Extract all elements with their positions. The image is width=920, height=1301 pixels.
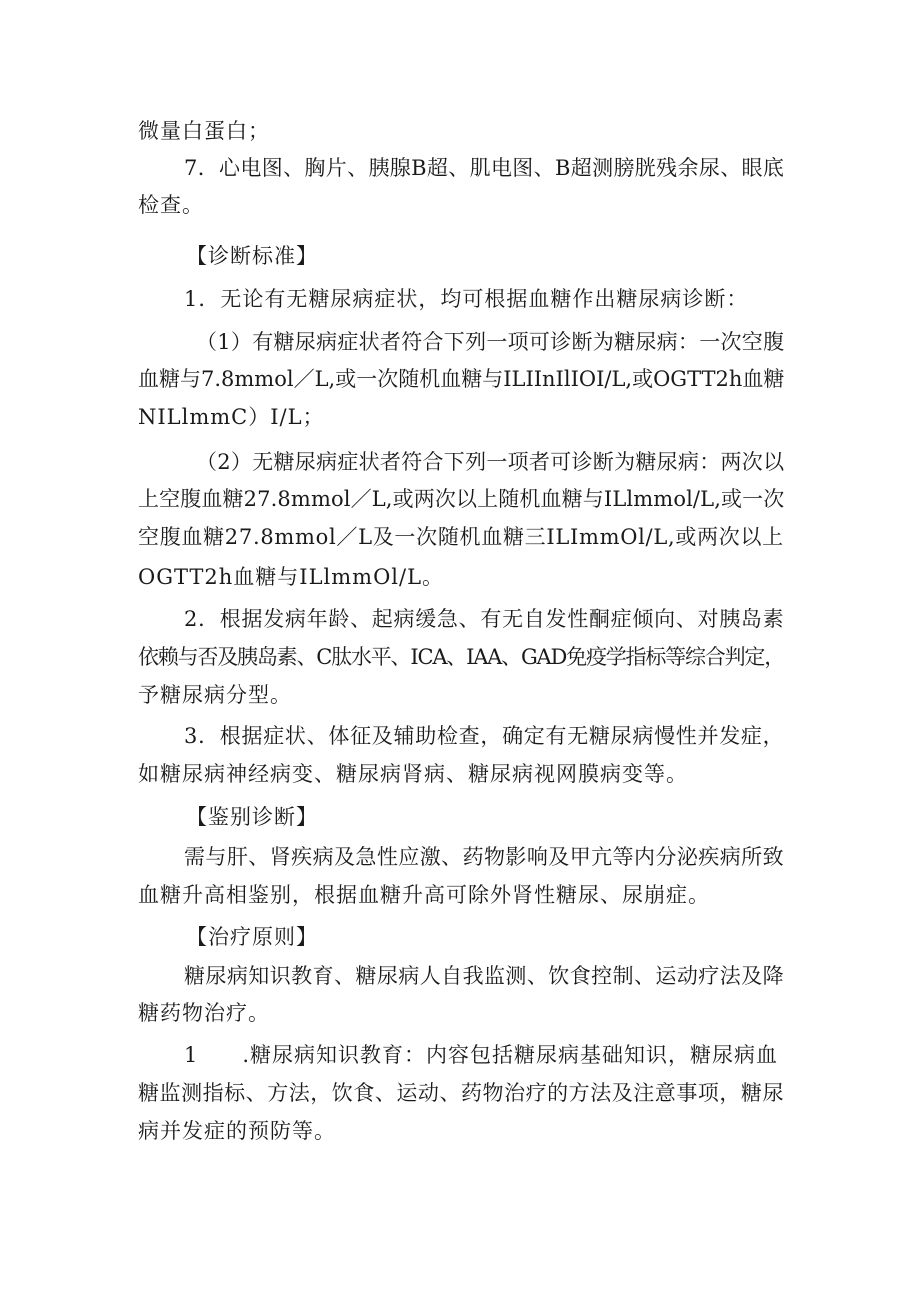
- text-line: 1 .糖尿病知识教育：内容包括糖尿病基础知识，糖尿病血: [184, 1043, 779, 1067]
- text-line: （2）无糖尿病症状者符合下列一项者可诊断为糖尿病：两次以: [196, 450, 785, 474]
- text-line: （1）有糖尿病症状者符合下列一项可诊断为糖尿病：一次空腹: [196, 330, 785, 354]
- text-line: 血糖升高相鉴别，根据血糖升高可除外肾性糖尿、尿崩症。: [138, 883, 710, 907]
- text-line: 上空腹血糖27.8mmol／L,或两次以上随机血糖与ILlmmol/L,或一次: [138, 487, 785, 511]
- text-line: 2．根据发病年龄、起病缓急、有无自发性酮症倾向、对胰岛素: [184, 607, 785, 631]
- text-line: 3．根据症状、体征及辅助检查，确定有无糖尿病慢性并发症，: [184, 724, 785, 748]
- section-heading: 【鉴别诊断】: [186, 805, 318, 829]
- text-line: NILlmmC）I/L；: [138, 405, 325, 429]
- text-line: 糖尿病知识教育、糖尿病人自我监测、饮食控制、运动疗法及降: [184, 964, 784, 988]
- text-line: 糖监测指标、方法，饮食、运动、药物治疗的方法及注意事项，糖尿: [138, 1081, 784, 1105]
- section-heading: 【诊断标准】: [186, 244, 318, 268]
- text-line: 予糖尿病分型。: [138, 683, 292, 707]
- text-line: 微量白蛋白；: [138, 119, 270, 143]
- text-line: 1．无论有无糖尿病症状，均可根据血糖作出糖尿病诊断：: [184, 287, 749, 311]
- section-heading: 【治疗原则】: [186, 925, 318, 949]
- text-line: 糖药物治疗。: [138, 1001, 270, 1025]
- text-line: 7．心电图、胸片、胰腺B超、肌电图、B超测膀胱残余尿、眼底: [184, 156, 785, 180]
- text-line: OGTT2h血糖与ILlmmOl/L。: [138, 565, 445, 589]
- text-line: 需与肝、肾疾病及急性应激、药物影响及甲亢等内分泌疾病所致: [184, 845, 784, 869]
- text-line: 检查。: [138, 193, 204, 217]
- text-line: 血糖与7.8mmol／L,或一次随机血糖与ILIInIlIOI/L,或OGTT2h血糖: [138, 367, 785, 391]
- text-line: 依赖与否及胰岛素、C肽水平、ICA、IAA、GAD免疫学指标等综合判定，: [138, 645, 784, 669]
- text-line: 空腹血糖27.8mmol／L及一次随机血糖三ILImmOl/L,或两次以上: [138, 525, 784, 549]
- text-line: 如糖尿病神经病变、糖尿病肾病、糖尿病视网膜病变等。: [138, 762, 688, 786]
- text-line: 病并发症的预防等。: [138, 1119, 336, 1143]
